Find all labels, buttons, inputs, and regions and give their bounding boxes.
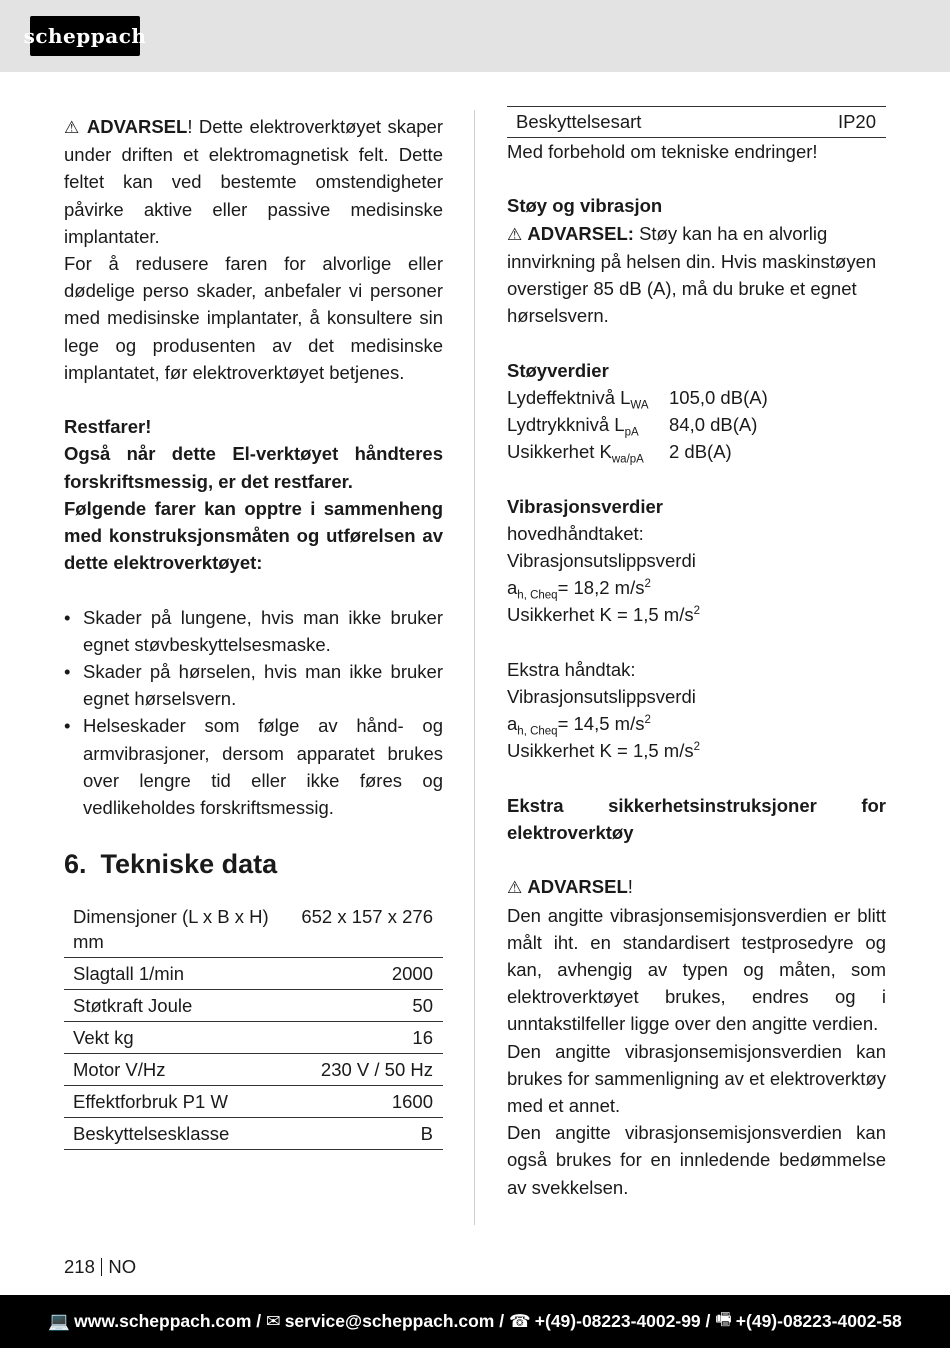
contact-bar: [0, 1295, 950, 1348]
warning-icon: ⚠: [507, 878, 523, 898]
spec-label: Slagtall 1/min: [64, 958, 292, 990]
table-row: [64, 902, 443, 958]
spec-label: Effektforbruk P1 W: [64, 1086, 292, 1118]
residual-risks-list: [64, 604, 443, 822]
vibration-warning: ⚠ ADVARSEL!: [507, 876, 633, 898]
website-link[interactable]: www.scheppach.com /: [74, 1311, 262, 1331]
extra-handle-uncertainty: Usikkerhet K = 1,5 $m/s^2$: [507, 740, 701, 762]
mail-icon: ✉: [266, 1311, 281, 1331]
main-handle-uncertainty: Usikkerhet K = 1,5 $m/s^2$: [507, 604, 701, 626]
section-number: 6.: [64, 849, 87, 880]
main-handle-vibration-value: $a_{h, Cheq}= 18,2$ $m/s^2$: [507, 577, 651, 602]
spec-value: 230 V / 50 Hz: [292, 1054, 443, 1086]
spec-label: Støtkraft Joule: [64, 990, 292, 1022]
section-title: Tekniske data: [100, 849, 278, 880]
email-link[interactable]: service@scheppach.com /: [284, 1311, 505, 1331]
spec-label: Beskyttelsesklasse: [64, 1118, 292, 1150]
table-row: [507, 107, 886, 138]
extra-safety-title-line1: Ekstra sikkerhetsinstruksjoner for: [507, 794, 886, 816]
vibration-paragraph-1: Den angitte vibrasjonsemisjonsverdien er blitt målt iht. en standardisert testprosedyre og kan, avhengig av typen og måten, som elektroverktøyet brukes, endres og i unntakstilfeller ligge over den angitte verdien.: [507, 904, 886, 1035]
fax-number: +(49)-08223-4002-58: [735, 1311, 902, 1331]
spec-label: Dimensjoner (L x B x H) mm: [64, 902, 292, 958]
noise-value-row: Lydeffektnivå $L_{WA}$ 105,0 dB(A): [507, 386, 768, 412]
residual-risks-intro: Også når dette El-verktøyet håndteres forskriftsmessig, er det restfarer.: [64, 443, 443, 492]
protection-table: [507, 106, 886, 138]
spec-label: Beskyttelsesart: [516, 111, 642, 132]
noise-vibration-title: Støy og vibrasjon: [507, 195, 663, 217]
vibration-paragraph-2: Den angitte vibrasjonsemisjonsverdien kan brukes for sammenligning av et elektroverktøy med et annet.: [507, 1040, 886, 1117]
noise-warning: ⚠ ADVARSEL: Støy kan ha en alvorlig innvirkning på helsen din. Hvis maskinstøyen overstiger 85 dB (A), må du bruke et egnet hørselsvern.: [507, 222, 877, 327]
page-header: [0, 0, 950, 72]
phone-icon: ☎: [508, 1311, 531, 1331]
page-number: 218 NO: [64, 1256, 137, 1277]
left-column: [64, 113, 443, 1150]
list-item: • Skader på hørselen, hvis man ikke bruker egnet hørselsvern.: [64, 658, 443, 712]
extra-safety-title-line2: elektroverktøy: [507, 822, 634, 843]
technical-data-table: [64, 902, 443, 1150]
table-row: [64, 1086, 443, 1118]
residual-risks-title: Restfarer!: [64, 416, 152, 438]
emf-warning: ⚠ ADVARSEL! Dette elektroverktøyet skaper under driften et elektromagnetisk felt. Dette feltet kan ved bestemte omstendigheter påvirke aktive eller passive medisinske implantater.: [64, 116, 443, 247]
noise-values-title: Støyverdier: [507, 359, 609, 381]
phone-number: +(49)-08223-4002-99 /: [534, 1311, 711, 1331]
spec-value: 2000: [292, 958, 443, 990]
spec-value: IP20: [837, 111, 876, 132]
spec-value: 652 x 157 x 276: [292, 902, 443, 958]
column-divider: [474, 110, 475, 1225]
vibration-values-title: Vibrasjonsverdier: [507, 495, 663, 517]
table-row: [64, 958, 443, 990]
warning-icon: ⚠: [507, 224, 523, 244]
spec-value: 16: [292, 1022, 443, 1054]
extra-handle-vibration-value: $a_{h, Cheq}= 14,5$ $m/s^2$: [507, 713, 651, 738]
spec-label: Motor V/Hz: [64, 1054, 292, 1086]
computer-icon: 💻: [48, 1311, 71, 1331]
table-row: [64, 990, 443, 1022]
emf-advice: For å redusere faren for alvorlige eller dødelige perso skader, anbefaler vi personer med medisinske implantater, å konsultere sin lege og produsenten av det medisinske implantatet, før elektroverktøyet betjenes.: [64, 253, 443, 383]
list-item: • Skader på lungene, hvis man ikke bruker egnet støvbeskyttelsesmaske.: [64, 604, 443, 658]
table-row: [64, 1118, 443, 1150]
table-row: [64, 1054, 443, 1086]
table-row: [64, 1022, 443, 1054]
emission-label: Vibrasjonsutslippsverdi: [507, 686, 696, 707]
vibration-paragraph-3: Den angitte vibrasjonsemisjonsverdien kan også brukes for en innledende bedømmelse av svekkelsen.: [507, 1122, 886, 1198]
noise-value-row: Lydtrykknivå $L_{pA}$ 84,0 dB(A): [507, 414, 758, 439]
main-handle-label: hovedhåndtaket:: [507, 522, 644, 544]
fax-icon: 🖷: [715, 1308, 732, 1329]
list-item: • Helseskader som følge av hånd- og armvibrasjoner, dersom apparatet brukes over lengre tid eller ikke føres og vedlikeholdes forskriftsmessig.: [64, 712, 443, 821]
right-column: [507, 113, 886, 1201]
scheppach-logo: scheppach: [30, 16, 140, 56]
residual-risks-list-intro: Følgende farer kan opptre i sammenheng med konstruksjonsmåten og utførelsen av dette elektroverktøyet:: [64, 497, 443, 574]
extra-handle-label: Ekstra håndtak:: [507, 658, 636, 680]
technical-changes-note: Med forbehold om tekniske endringer!: [507, 141, 818, 162]
emission-label: Vibrasjonsutslippsverdi: [507, 550, 696, 571]
spec-value: B: [292, 1118, 443, 1150]
spec-value: 50: [292, 990, 443, 1022]
warning-icon: ⚠: [64, 118, 81, 137]
spec-value: 1600: [292, 1086, 443, 1118]
noise-value-row: Usikkerhet $K_{wa/pA}$ 2 dB(A): [507, 441, 732, 466]
section-heading: [64, 846, 443, 882]
spec-label: Vekt kg: [64, 1022, 292, 1054]
